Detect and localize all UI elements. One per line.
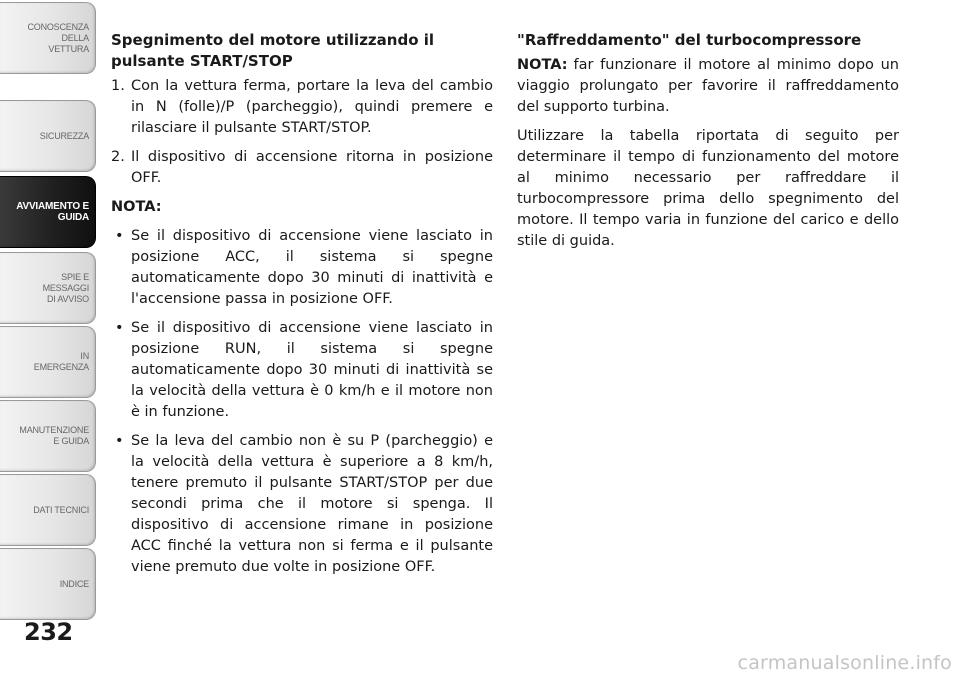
bullet-icon: • xyxy=(115,433,124,449)
section-heading-turbo-cooling: "Raffreddamento" del turbocompressore xyxy=(517,31,862,49)
note-bullets xyxy=(111,226,493,578)
right-column xyxy=(517,30,899,260)
note-label: NOTA: xyxy=(517,57,568,73)
tab-label: SPIE E MESSAGGI DI AVVISO xyxy=(42,271,89,304)
tab-label: SICUREZZA xyxy=(39,130,89,141)
body-paragraph: Utilizzare la tabella riportata di seguito per determinare il tempo di funzionamento del motore al minimo necessario per raffreddare il turbocompressore prima dello spegnimento del motore. Il tempo varia in funzione del carico e dello stile di guida. xyxy=(517,128,899,249)
tab-manutenzione-e-guida[interactable] xyxy=(0,400,96,472)
bullet-text: Se il dispositivo di accensione viene lasciato in posizione RUN, il sistema si spegne automaticamente dopo 30 minuti di inattività se la velocità della vettura è 0 km/h e il motore non è in funzione. xyxy=(131,320,493,420)
tab-spie-e-messaggi[interactable] xyxy=(0,252,96,324)
bullet-text: Se la leva del cambio non è su P (parcheggio) e la velocità della vettura è superiore a 8 km/h, tenere premuto il pulsante START/STOP per due secondi prima che il motore si spenga. Il dispositivo di accensione rimane in posizione ACC finché la vettura non si ferma e il pulsante viene premuto due volte in posizione OFF. xyxy=(131,433,493,575)
note-paragraph xyxy=(517,55,899,118)
list-item xyxy=(111,318,493,423)
bullet-icon: • xyxy=(115,228,124,244)
watermark: carmanualsonline.info xyxy=(737,652,952,674)
note-text: far funzionare il motore al minimo dopo un viaggio prolungato per favorire il raffreddamento del supporto turbina. xyxy=(517,57,899,115)
bullet-icon: • xyxy=(115,320,124,336)
note-label: NOTA: xyxy=(111,199,162,215)
tab-sicurezza[interactable] xyxy=(0,100,96,172)
tab-dati-tecnici[interactable] xyxy=(0,474,96,546)
section-heading-engine-stop: Spegnimento del motore utilizzando il pulsante START/STOP xyxy=(111,31,435,70)
step-text: Con la vettura ferma, portare la leva del cambio in N (folle)/P (parcheggio), quindi premere e rilasciare il pulsante START/STOP. xyxy=(131,78,493,136)
list-item xyxy=(111,147,493,189)
list-item xyxy=(111,76,493,139)
left-column xyxy=(111,30,493,586)
tab-indice[interactable] xyxy=(0,548,96,620)
tab-in-emergenza[interactable] xyxy=(0,326,96,398)
list-item xyxy=(111,431,493,578)
bullet-text: Se il dispositivo di accensione viene lasciato in posizione ACC, il sistema si spegne automaticamente dopo 30 minuti di inattività e l'accensione passa in posizione OFF. xyxy=(131,228,493,307)
chapter-tabs xyxy=(0,0,100,630)
tab-label: IN EMERGENZA xyxy=(33,351,89,372)
tab-label: AVVIAMENTO E GUIDA xyxy=(16,201,89,223)
page-number: 232 xyxy=(24,618,73,646)
step-number: 1. xyxy=(111,78,125,94)
step-number: 2. xyxy=(111,149,125,165)
tab-label: MANUTENZIONE E GUIDA xyxy=(19,425,89,446)
tab-conoscenza-della-vettura[interactable] xyxy=(0,2,96,74)
list-item xyxy=(111,226,493,310)
tab-label: DATI TECNICI xyxy=(33,504,89,515)
steps-list xyxy=(111,76,493,189)
tab-label: INDICE xyxy=(59,578,89,589)
tab-avviamento-e-guida[interactable] xyxy=(0,176,96,248)
step-text: Il dispositivo di accensione ritorna in posizione OFF. xyxy=(131,149,493,186)
tab-label: CONOSCENZA DELLA VETTURA xyxy=(27,21,89,54)
